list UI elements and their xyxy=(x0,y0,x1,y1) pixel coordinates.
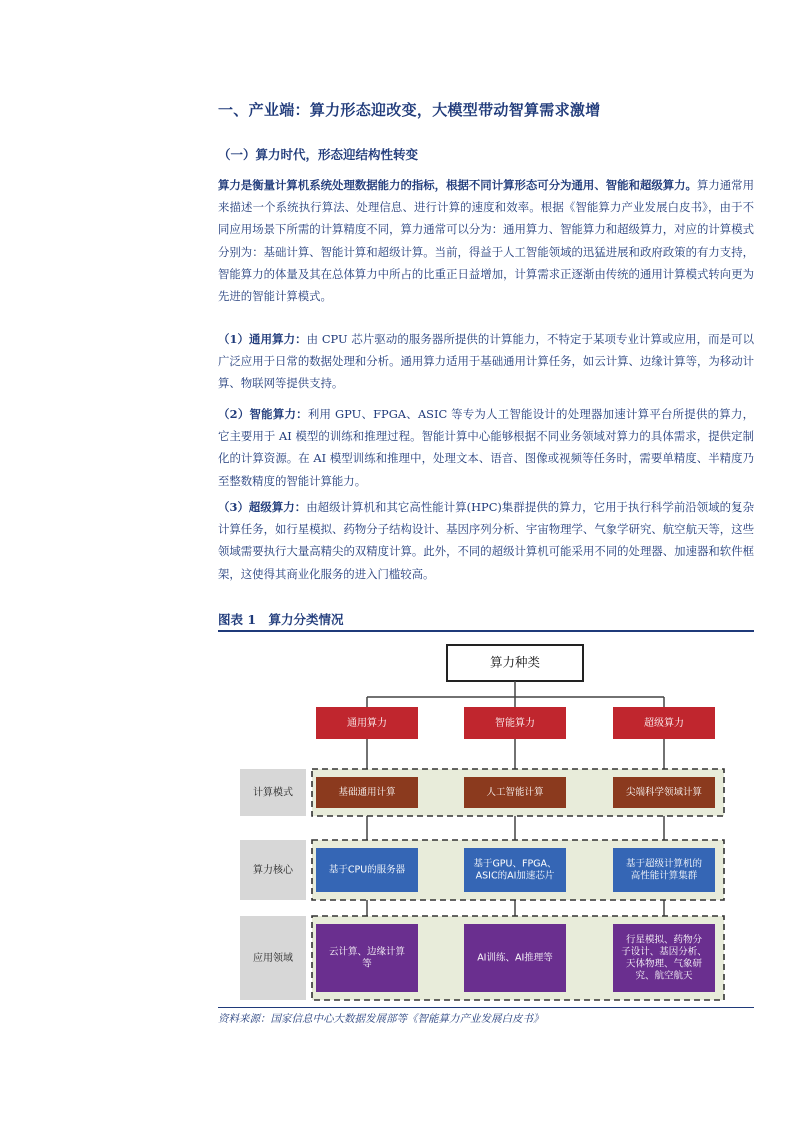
type-label: 智能算力 xyxy=(495,718,535,729)
paragraph-lead: 算力是衡量计算机系统处理数据能力的指标，根据不同计算形态可分为通用、智能和超级算力。 xyxy=(218,178,697,192)
row-cell-label: 高性能计算集群 xyxy=(630,870,698,882)
root-label: 算力种类 xyxy=(489,654,541,670)
figure-top-rule xyxy=(218,630,754,632)
row-cell-label: 子设计、基因分析、 xyxy=(621,946,707,958)
type-label: 通用算力 xyxy=(347,718,387,729)
compute-classification-diagram xyxy=(218,633,754,1005)
subsection-heading: （一）算力时代，形态迎结构性转变 xyxy=(218,147,419,162)
row-cell-label: AI训练、AI推理等 xyxy=(477,952,553,964)
paragraph-compute-definition xyxy=(218,174,754,307)
paragraph-body: 算力通常用来描述一个系统执行算法、处理信息、进行计算的速度和效率。根据《智能算力产业发展白皮书》，由于不同应用场景下所需的计算精度不同，算力通常可以分为：通用算力、智能算力和超级算力，对应的计算模式分别为：基础计算、智能计算和超级计算。当前，得益于人工智能领域的迅猛进展和政府政策的有力支持，智能算力的体量及其在总体算力中所占的比重正日益增加，计算需求正逐渐由传统的通用计算模式转向更为先进的智能计算模式。 xyxy=(218,178,754,304)
row-cell-label: 云计算、边缘计算 xyxy=(328,946,406,958)
row-cell-label: 天体物理、气象研 xyxy=(625,958,703,970)
row-cell-label: 基于GPU、FPGA、 xyxy=(473,858,557,870)
type-label: 超级算力 xyxy=(644,718,684,729)
paragraph-body: 利用 GPU、FPGA、ASIC 等专为人工智能设计的处理器加速计算平台所提供的算力，它主要用于 AI 模型的训练和推理过程。智能计算中心能够根据不同业务领域对算力的具体需求，提供定制化的计算资源。在 AI 模型训练和推理中，处理文本、语音、图像或视频等任务时，需要单精度、半精度乃至整数精度的智能计算能力。 xyxy=(218,407,754,488)
row-cell-label: 行星模拟、药物分 xyxy=(625,934,703,946)
paragraph-super-compute xyxy=(218,496,754,585)
row-cell-label: ASIC的AI加速芯片 xyxy=(475,870,555,882)
row-label: 算力核心 xyxy=(253,865,293,876)
row-label: 计算模式 xyxy=(253,787,293,799)
paragraph-intelligent-compute xyxy=(218,403,754,492)
row-cell-label: 尖端科学领域计算 xyxy=(625,787,703,798)
section-heading: 一、产业端：算力形态迎改变，大模型带动智算需求激增 xyxy=(218,101,601,119)
row-cell-label: 基础通用计算 xyxy=(338,787,396,798)
figure-title: 图表 1 算力分类情况 xyxy=(218,612,344,627)
row-label: 应用领域 xyxy=(253,953,293,964)
paragraph-lead: （1）通用算力： xyxy=(218,332,307,346)
row-cell-label: 人工智能计算 xyxy=(486,787,544,798)
paragraph-body: 由超级计算机和其它高性能计算(HPC)集群提供的算力，它用于执行科学前沿领域的复杂计算任务，如行星模拟、药物分子结构设计、基因序列分析、宇宙物理学、气象学研究、航空航天等，这些领域需要执行大量高精尖的双精度计算。此外，不同的超级计算机可能采用不同的处理器、加速器和软件框架，这使得其商业化服务的进入门槛较高。 xyxy=(218,500,754,581)
row-cell-label: 基于超级计算机的 xyxy=(625,858,703,870)
row-cell-label: 等 xyxy=(362,958,372,970)
source-note: 资料来源：国家信息中心大数据发展部等《智能算力产业发展白皮书》 xyxy=(218,1013,544,1025)
row-cell-label: 基于CPU的服务器 xyxy=(328,864,406,876)
paragraph-lead: （2）智能算力： xyxy=(218,407,308,421)
row-cell-label: 究、航空航天 xyxy=(635,970,693,982)
paragraph-lead: （3）超级算力： xyxy=(218,500,307,514)
figure-bottom-rule xyxy=(218,1007,754,1008)
paragraph-general-compute xyxy=(218,328,754,395)
paragraph-body: 由 CPU 芯片驱动的服务器所提供的计算能力，不特定于某项专业计算或应用，而是可以广泛应用于日常的数据处理和分析。通用算力适用于基础通用计算任务，如云计算、边缘计算等，为移动计算、物联网等提供支持。 xyxy=(218,332,754,391)
